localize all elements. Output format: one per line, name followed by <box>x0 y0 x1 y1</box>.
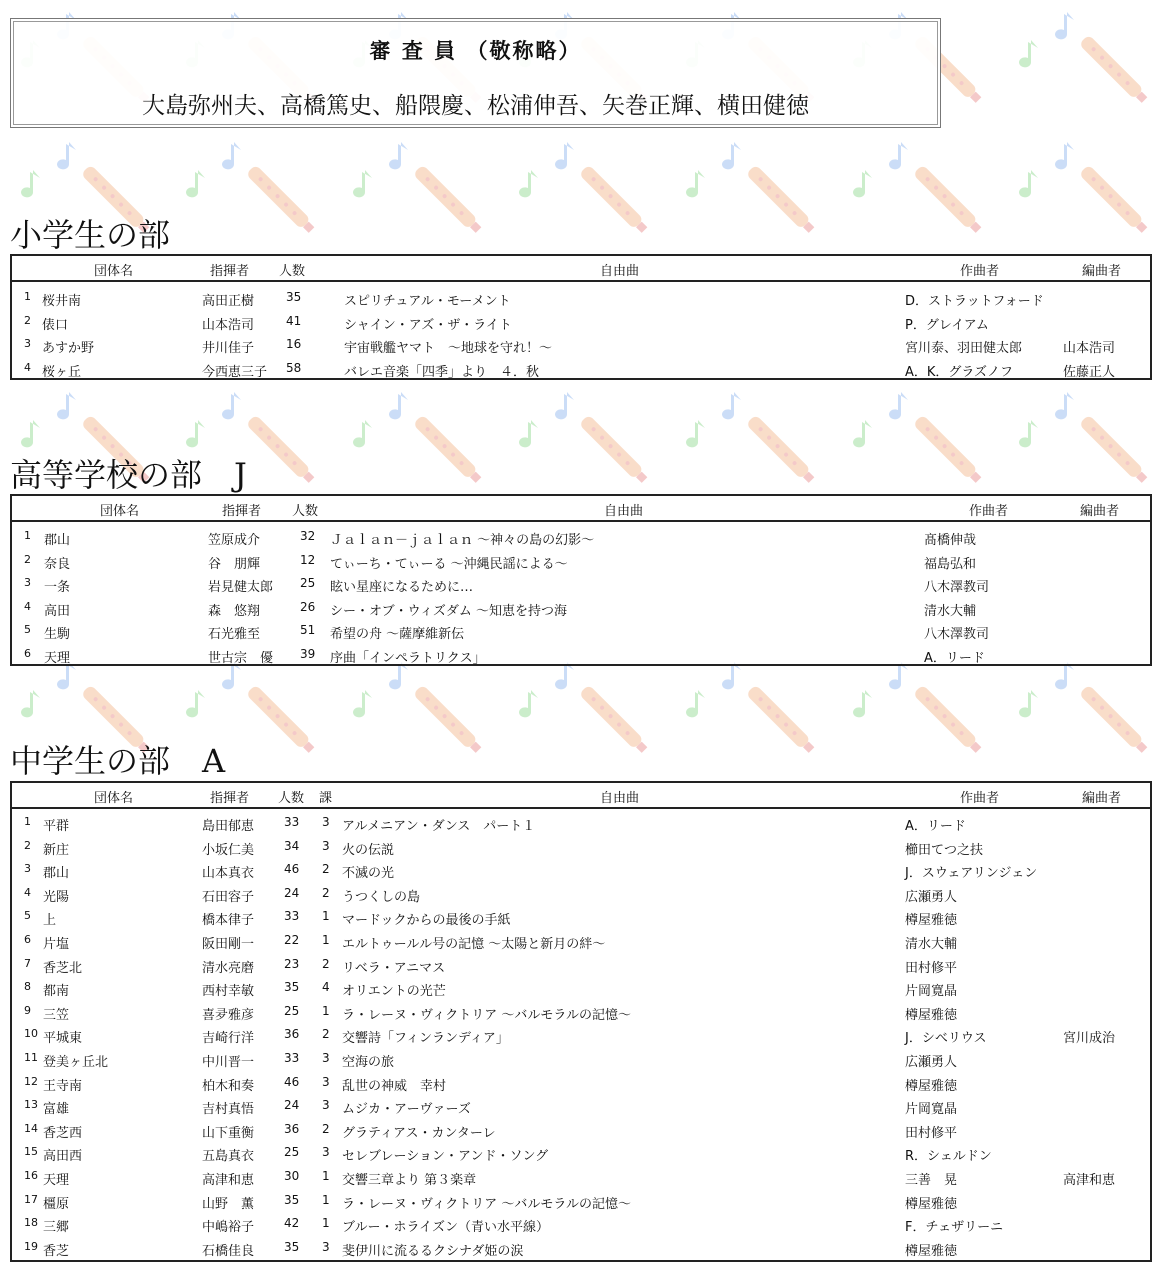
cell-composer: J．シベリウス <box>905 1031 987 1047</box>
cell-task: 1 <box>322 1168 330 1183</box>
cell-members: 25 <box>284 1145 300 1160</box>
cell-composer: A．リード <box>905 819 966 834</box>
table-row <box>12 1142 1150 1166</box>
table-row <box>12 644 1150 668</box>
cell-conductor: 柏木和奏 <box>202 1078 255 1094</box>
cell-group: 桜ヶ丘 <box>42 364 82 380</box>
cell-piece: 火の伝説 <box>342 842 395 858</box>
table-row <box>12 1213 1150 1237</box>
cell-composer: 八木澤教司 <box>924 580 990 596</box>
cell-piece: 序曲「インペラトリクス」 <box>330 650 486 666</box>
cell-group: 登美ヶ丘北 <box>43 1054 109 1070</box>
cell-group: 香芝 <box>43 1243 70 1259</box>
cell-conductor: 岩見健太郎 <box>208 580 274 596</box>
cell-members: 16 <box>286 337 302 351</box>
header-group: 団体名 <box>94 791 134 806</box>
cell-task: 2 <box>322 1121 330 1136</box>
cell-arranger: 山本浩司 <box>1063 341 1116 356</box>
cell-members: 35 <box>284 1192 300 1207</box>
cell-piece: うつくしの島 <box>342 889 421 905</box>
cell-piece: セレブレーション・アンド・ソング <box>342 1149 549 1165</box>
cell-no: 6 <box>24 932 31 946</box>
table-row <box>12 883 1150 907</box>
cell-group: 天理 <box>44 650 71 666</box>
table-body <box>12 812 1150 1260</box>
cell-composer: P．グレイアム <box>905 317 989 333</box>
cell-task: 3 <box>322 1145 330 1160</box>
cell-conductor: 西村幸敏 <box>202 984 255 1000</box>
cell-members: 46 <box>284 1074 300 1089</box>
cell-conductor: 小坂仁美 <box>202 842 255 858</box>
cell-group: 富雄 <box>43 1102 70 1118</box>
cell-group: 高田 <box>44 603 71 619</box>
cell-members: 24 <box>284 1098 300 1113</box>
table-row <box>12 597 1150 621</box>
cell-piece: てぃーち・てぃーる ～沖縄民謡による～ <box>330 556 568 572</box>
table-row <box>12 812 1150 836</box>
cell-conductor: 吉崎行洋 <box>202 1031 255 1047</box>
table-elementary <box>10 254 1152 380</box>
cell-task: 4 <box>322 980 330 995</box>
cell-composer: R．シェルドン <box>905 1149 992 1165</box>
table-juniorhigh <box>10 781 1152 1262</box>
table-highschool <box>10 494 1152 666</box>
cell-piece: 希望の舟 ～薩摩維新伝 <box>330 627 465 643</box>
cell-members: 41 <box>286 313 302 328</box>
table-row <box>12 954 1150 978</box>
cell-conductor: 中嶋裕子 <box>202 1220 255 1236</box>
table-row <box>12 836 1150 860</box>
cell-no: 8 <box>24 980 31 994</box>
cell-composer: 八木澤教司 <box>924 627 990 643</box>
cell-piece: 宇宙戦艦ヤマト ～地球を守れ！～ <box>344 341 553 356</box>
cell-no: 5 <box>24 623 31 637</box>
cell-group: 桜井南 <box>42 294 82 309</box>
table-row <box>12 1190 1150 1214</box>
cell-members: 23 <box>284 956 300 971</box>
cell-composer: 櫛田てつ之扶 <box>905 842 984 858</box>
header-group: 団体名 <box>100 504 140 519</box>
cell-group: 高田西 <box>43 1149 83 1165</box>
cell-conductor: 谷 朋輝 <box>208 556 261 572</box>
cell-conductor: 橋本律子 <box>202 913 255 929</box>
cell-no: 15 <box>24 1145 38 1159</box>
cell-composer: 三善 晃 <box>905 1172 958 1188</box>
cell-group: 一条 <box>44 580 71 596</box>
header-group: 団体名 <box>94 264 134 279</box>
cell-task: 2 <box>322 885 330 900</box>
table-row <box>12 334 1150 358</box>
cell-no: 3 <box>24 576 31 590</box>
cell-members: 22 <box>284 932 300 947</box>
cell-composer: 田村修平 <box>905 960 958 976</box>
cell-composer: 清水大輔 <box>905 936 958 952</box>
cell-group: 光陽 <box>43 889 70 905</box>
table-body <box>12 526 1150 668</box>
cell-piece: オリエントの光芒 <box>342 984 446 1000</box>
cell-no: 10 <box>24 1027 38 1041</box>
cell-group: 郡山 <box>43 866 70 882</box>
cell-piece: 眩い星座になるために… <box>330 580 474 596</box>
cell-conductor: 中川晋一 <box>202 1054 255 1070</box>
cell-members: 35 <box>284 1239 300 1254</box>
cell-conductor: 山野 薫 <box>202 1196 255 1212</box>
cell-composer: 広瀬勇人 <box>905 889 958 905</box>
cell-members: 12 <box>300 552 316 567</box>
cell-members: 42 <box>284 1216 300 1231</box>
table-row <box>12 550 1150 574</box>
cell-task: 1 <box>322 932 330 947</box>
cell-no: 12 <box>24 1074 38 1088</box>
cell-no: 1 <box>24 529 31 542</box>
cell-arranger: 宮川成治 <box>1063 1031 1116 1047</box>
cell-members: 24 <box>284 885 300 900</box>
cell-no: 18 <box>24 1216 38 1230</box>
cell-conductor: 吉村真悟 <box>202 1102 255 1118</box>
table-header <box>12 496 1150 522</box>
cell-conductor: 喜夛雅彦 <box>202 1007 255 1023</box>
cell-group: 三笠 <box>43 1007 70 1023</box>
table-header <box>12 783 1150 809</box>
cell-piece: アルメニアン・ダンス パート１ <box>342 819 536 834</box>
table-row <box>12 1166 1150 1190</box>
table-row <box>12 311 1150 335</box>
header-members: 人数 <box>279 264 306 279</box>
cell-task: 3 <box>322 815 330 829</box>
table-row <box>12 930 1150 954</box>
cell-members: 33 <box>284 815 300 829</box>
cell-composer: 樽屋雅徳 <box>905 913 958 929</box>
table-header <box>12 256 1150 282</box>
cell-task: 3 <box>322 838 330 853</box>
cell-group: 新庄 <box>43 842 70 858</box>
cell-piece: バレエ音楽「四季」より ４．秋 <box>344 364 540 380</box>
cell-composer: F．チェザリーニ <box>905 1220 1004 1236</box>
cell-conductor: 高田正樹 <box>202 294 255 309</box>
header-conductor: 指揮者 <box>210 264 250 279</box>
header-composer: 作曲者 <box>969 504 1009 519</box>
cell-no: 3 <box>24 862 31 876</box>
table-row <box>12 1048 1150 1072</box>
table-row <box>12 573 1150 597</box>
cell-no: 2 <box>24 838 31 852</box>
cell-conductor: 山本真衣 <box>202 866 255 882</box>
cell-group: 郡山 <box>44 533 71 548</box>
header-composer: 作曲者 <box>960 791 1000 806</box>
cell-conductor: 石田容子 <box>202 889 255 905</box>
cell-composer: J．スウェアリンジェン <box>905 866 1038 882</box>
cell-group: 奈良 <box>44 556 71 572</box>
header-task: 課 <box>319 791 333 806</box>
table-row <box>12 859 1150 883</box>
cell-composer: 片岡寛晶 <box>905 984 958 1000</box>
cell-group: 香芝西 <box>43 1125 83 1141</box>
cell-piece: スピリチュアル・モーメント <box>344 294 511 309</box>
header-arranger: 編曲者 <box>1080 504 1120 519</box>
header-conductor: 指揮者 <box>222 504 262 519</box>
cell-members: 35 <box>286 290 302 304</box>
table-row <box>12 1095 1150 1119</box>
cell-composer: 樽屋雅徳 <box>905 1196 958 1212</box>
cell-no: 4 <box>24 360 31 374</box>
cell-members: 51 <box>300 623 316 638</box>
cell-task: 2 <box>322 1027 330 1042</box>
cell-group: 三郷 <box>43 1220 70 1236</box>
cell-no: 4 <box>24 885 31 899</box>
cell-no: 1 <box>24 290 31 303</box>
cell-no: 9 <box>24 1003 31 1017</box>
cell-members: 25 <box>284 1003 300 1018</box>
cell-members: 34 <box>284 838 300 853</box>
cell-composer: D．ストラットフォード <box>905 294 1044 309</box>
cell-piece: Ｊａｌａｎ－ｊａｌａｎ ～神々の島の幻影～ <box>330 533 595 548</box>
cell-conductor: 山下重衡 <box>202 1125 255 1141</box>
cell-conductor: 山本浩司 <box>202 317 255 333</box>
header-piece: 自由曲 <box>604 504 644 519</box>
cell-piece: リベラ・アニマス <box>342 960 446 976</box>
cell-composer: 樽屋雅徳 <box>905 1243 958 1259</box>
cell-group: 橿原 <box>43 1196 70 1212</box>
section-title-juniorhigh: 中学生の部 A <box>10 742 226 780</box>
cell-conductor: 今西恵三子 <box>202 364 268 380</box>
table-row <box>12 1237 1150 1261</box>
table-row <box>12 620 1150 644</box>
cell-arranger: 高津和恵 <box>1063 1172 1116 1188</box>
table-body <box>12 287 1150 381</box>
judges-title: 審 査 員 （敬称略） <box>369 38 582 63</box>
cell-group: 平城東 <box>43 1031 83 1047</box>
cell-task: 2 <box>322 862 330 877</box>
cell-group: 天理 <box>43 1172 70 1188</box>
cell-members: 30 <box>284 1168 300 1183</box>
judges-names: 大島弥州夫、高橋篤史、船隈慶、松浦伸吾、矢巻正輝、横田健徳 <box>142 93 809 119</box>
cell-conductor: 島田郁恵 <box>202 819 255 834</box>
cell-members: 58 <box>286 360 302 375</box>
cell-composer: 樽屋雅徳 <box>905 1078 958 1094</box>
cell-piece: マードックからの最後の手紙 <box>342 913 511 929</box>
cell-no: 2 <box>24 552 31 566</box>
cell-no: 13 <box>24 1098 38 1112</box>
cell-task: 1 <box>322 1003 330 1018</box>
judges-box <box>10 18 941 128</box>
cell-members: 35 <box>284 980 300 995</box>
cell-task: 3 <box>322 1239 330 1254</box>
cell-piece: 乱世の神威 幸村 <box>342 1078 447 1094</box>
cell-conductor: 石光雅至 <box>208 627 261 643</box>
cell-conductor: 清水亮磨 <box>202 960 255 976</box>
cell-piece: シー・オブ・ウィズダム ～知恵を持つ海 <box>330 603 567 619</box>
table-row <box>12 906 1150 930</box>
cell-task: 1 <box>322 1216 330 1231</box>
header-piece: 自由曲 <box>600 791 640 806</box>
table-row <box>12 287 1150 311</box>
table-row <box>12 526 1150 550</box>
cell-no: 14 <box>24 1121 38 1135</box>
cell-group: 生駒 <box>44 627 71 643</box>
cell-group: 上 <box>43 913 57 929</box>
cell-composer: A．K．グラズノフ <box>905 364 1014 380</box>
cell-composer: 片岡寛晶 <box>905 1102 958 1118</box>
table-row <box>12 1001 1150 1025</box>
header-members: 人数 <box>278 791 305 806</box>
cell-no: 1 <box>24 815 31 828</box>
cell-piece: 不滅の光 <box>342 866 395 882</box>
cell-members: 39 <box>300 646 316 661</box>
cell-piece: 交響三章より 第３楽章 <box>342 1172 477 1188</box>
cell-group: 王寺南 <box>43 1078 83 1094</box>
cell-task: 1 <box>322 1192 330 1207</box>
cell-conductor: 石橋佳良 <box>202 1243 255 1259</box>
cell-members: 26 <box>300 599 316 614</box>
cell-piece: ムジカ・アーヴァーズ <box>342 1102 471 1118</box>
cell-piece: 交響詩「フィンランディア」 <box>342 1031 509 1047</box>
cell-group: 平群 <box>43 819 70 834</box>
cell-conductor: 五島真衣 <box>202 1149 255 1165</box>
cell-composer: A．リード <box>924 650 985 666</box>
cell-no: 7 <box>24 956 31 970</box>
cell-composer: 宮川泰、羽田健太郎 <box>905 341 1023 356</box>
cell-composer: 髙橋伸哉 <box>924 533 977 548</box>
cell-piece: ラ・レーヌ・ヴィクトリア ～バルモラルの記憶～ <box>342 1196 631 1212</box>
cell-members: 33 <box>284 909 300 924</box>
cell-members: 32 <box>300 529 316 543</box>
cell-members: 46 <box>284 862 300 877</box>
cell-composer: 福島弘和 <box>924 556 977 572</box>
cell-piece: エルトゥールル号の記憶 ～太陽と新月の絆～ <box>342 936 606 952</box>
cell-no: 11 <box>24 1050 38 1064</box>
section-title-highschool: 高等学校の部 J <box>10 456 247 494</box>
header-conductor: 指揮者 <box>210 791 250 806</box>
cell-group: 片塩 <box>43 936 70 952</box>
cell-composer: 田村修平 <box>905 1125 958 1141</box>
cell-members: 25 <box>300 576 316 591</box>
cell-composer: 広瀬勇人 <box>905 1054 958 1070</box>
cell-piece: 空海の旅 <box>342 1054 395 1070</box>
cell-no: 19 <box>24 1239 38 1253</box>
cell-no: 5 <box>24 909 31 923</box>
table-row <box>12 358 1150 382</box>
cell-piece: 斐伊川に流るるクシナダ姫の涙 <box>342 1243 524 1259</box>
cell-conductor: 笠原成介 <box>208 533 261 548</box>
header-arranger: 編曲者 <box>1082 791 1122 806</box>
cell-members: 36 <box>284 1121 300 1136</box>
header-members: 人数 <box>292 504 319 519</box>
cell-task: 2 <box>322 956 330 971</box>
cell-piece: グラティアス・カンターレ <box>342 1125 496 1141</box>
table-row <box>12 1024 1150 1048</box>
header-piece: 自由曲 <box>600 264 640 279</box>
header-composer: 作曲者 <box>960 264 1000 279</box>
header-arranger: 編曲者 <box>1082 264 1122 279</box>
cell-conductor: 森 悠翔 <box>208 603 261 619</box>
cell-arranger: 佐藤正人 <box>1063 364 1116 380</box>
cell-piece: ラ・レーヌ・ヴィクトリア ～バルモラルの記憶～ <box>342 1007 631 1023</box>
cell-no: 6 <box>24 646 31 660</box>
cell-composer: 樽屋雅徳 <box>905 1007 958 1023</box>
cell-no: 16 <box>24 1168 38 1182</box>
cell-task: 3 <box>322 1098 330 1113</box>
cell-group: 香芝北 <box>43 960 83 976</box>
cell-no: 4 <box>24 599 31 613</box>
cell-no: 17 <box>24 1192 38 1206</box>
cell-piece: ブルー・ホライズン（青い水平線） <box>342 1220 549 1236</box>
cell-members: 36 <box>284 1027 300 1042</box>
cell-conductor: 阪田剛一 <box>202 936 255 952</box>
cell-conductor: 井川佳子 <box>202 341 255 356</box>
table-row <box>12 1119 1150 1143</box>
table-row <box>12 1072 1150 1096</box>
cell-piece: シャイン・アズ・ザ・ライト <box>344 317 512 333</box>
cell-group: あすか野 <box>42 341 95 356</box>
cell-group: 俵口 <box>42 317 69 333</box>
cell-composer: 清水大輔 <box>924 603 977 619</box>
cell-group: 都南 <box>43 984 70 1000</box>
cell-no: 3 <box>24 337 31 350</box>
cell-conductor: 高津和恵 <box>202 1172 255 1188</box>
cell-task: 3 <box>322 1050 330 1065</box>
cell-task: 3 <box>322 1074 330 1089</box>
cell-members: 33 <box>284 1050 300 1065</box>
cell-conductor: 世古宗 優 <box>208 650 274 666</box>
cell-no: 2 <box>24 313 31 327</box>
table-row <box>12 977 1150 1001</box>
cell-task: 1 <box>322 909 330 924</box>
section-title-elementary: 小学生の部 <box>10 216 171 254</box>
